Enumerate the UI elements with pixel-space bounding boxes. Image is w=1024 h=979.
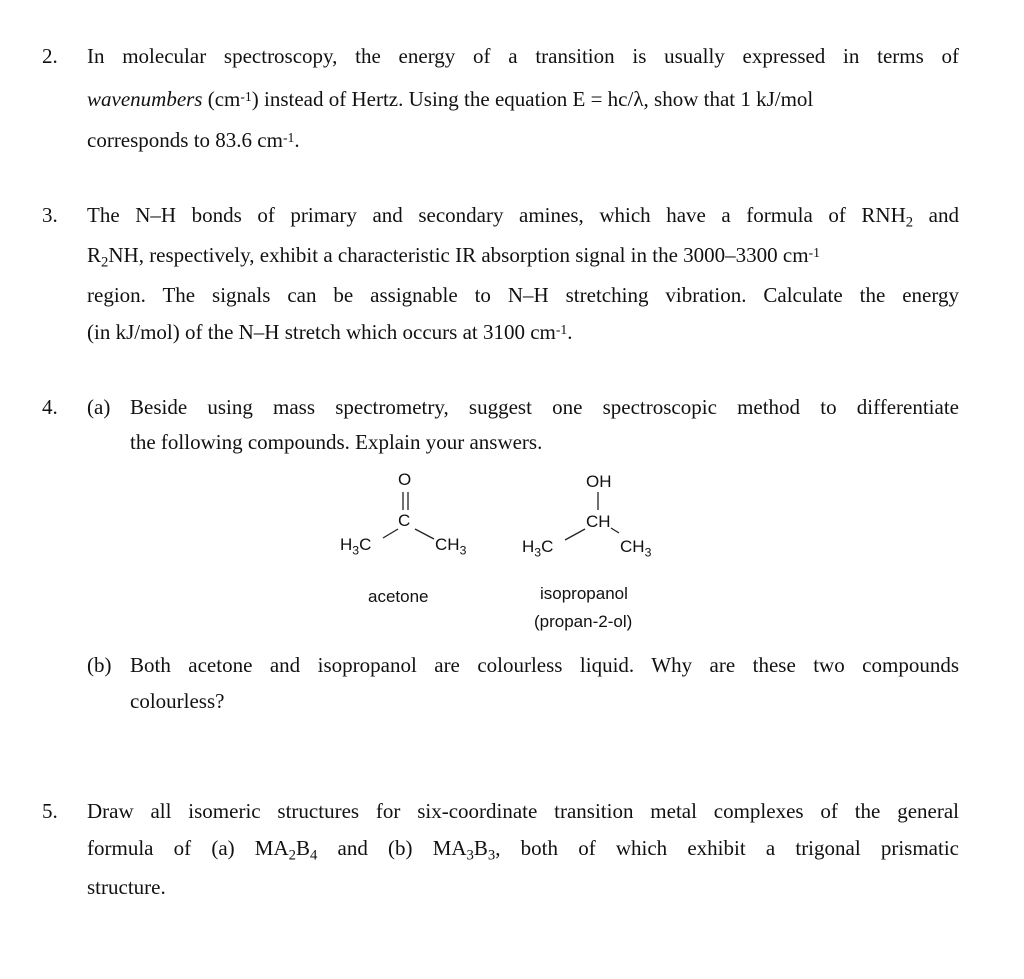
- compound-name-isopropanol: isopropanol: [540, 584, 628, 603]
- question-text-line: $R_2NH$, respectively, exhibit a characteristic IR absorption signal in the 3000–3300 $cm^{-1}$: [87, 243, 820, 271]
- atom-oxygen: O: [398, 470, 412, 489]
- group-methyl-right: $CH_3$: [435, 535, 467, 558]
- group-methyl-left: $H_3C$: [340, 535, 372, 558]
- part-b-label: (b): [87, 653, 112, 677]
- atom-ch: CH: [586, 512, 611, 531]
- emphasis-wavenumbers: wavenumbers: [87, 87, 203, 111]
- question-text-line: corresponds to 83.6 $cm^{-1}$.: [87, 128, 300, 152]
- question-number: 3.: [42, 203, 58, 227]
- question-text-line: formula of (a) $MA_2B_4$ and (b) $MA_3B_3$, both of which exhibit a trigonal prismatic: [87, 836, 959, 864]
- group-methyl-right: $CH_3$: [620, 537, 652, 560]
- atom-carbon: C: [398, 511, 411, 530]
- part-a-label: (a): [87, 395, 111, 419]
- question-text-line: region. The signals can be assignable to N–H stretching vibration. Calculate the energy: [87, 283, 959, 307]
- question-text-line: Both acetone and isopropanol are colourless liquid. Why are these two compounds: [130, 653, 959, 677]
- question-text-line: In molecular spectroscopy, the energy of a transition is usually expressed in terms of: [87, 44, 959, 68]
- compound-name-acetone: acetone: [368, 587, 429, 606]
- question-text-line: colourless?: [130, 689, 225, 713]
- question-text-line: Beside using mass spectrometry, suggest one spectroscopic method to differentiate: [130, 395, 959, 419]
- question-text-line: the following compounds. Explain your answers.: [130, 430, 543, 454]
- question-text-line: structure.: [87, 875, 166, 899]
- compound-alt-name: (propan-2-ol): [534, 612, 633, 631]
- question-text-line: wavenumbers $(cm^{-1})$ instead of Hertz. Using the equation E = hc/λ, show that 1 kJ/mol: [87, 87, 814, 111]
- question-number: 2.: [42, 44, 58, 68]
- question-text-line: Draw all isomeric structures for six-coordinate transition metal complexes of the general: [87, 799, 959, 823]
- question-number: 4.: [42, 395, 58, 419]
- group-hydroxyl: OH: [586, 472, 612, 491]
- question-text-line: (in kJ/mol) of the N–H stretch which occurs at 3100 $cm^{-1}$.: [87, 320, 573, 344]
- question-number: 5.: [42, 799, 58, 823]
- question-text-line: The N–H bonds of primary and secondary amines, which have a formula of $RNH_2$ and: [87, 203, 959, 231]
- group-methyl-left: $H_3C$: [522, 537, 554, 560]
